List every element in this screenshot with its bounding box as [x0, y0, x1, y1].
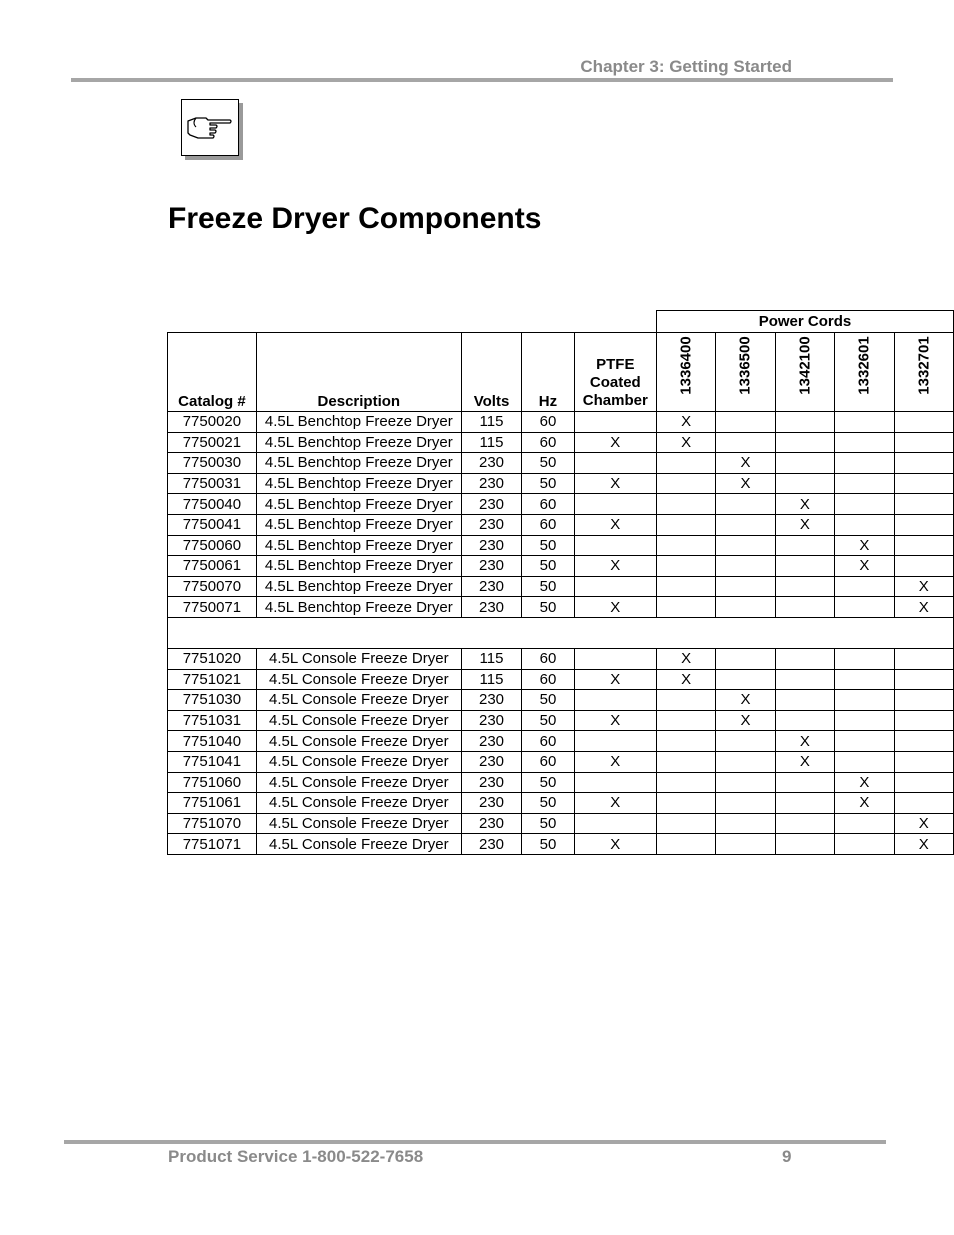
table-cell — [775, 813, 834, 834]
table-cell — [835, 834, 894, 855]
table-cell — [656, 731, 715, 752]
table-cell — [656, 751, 715, 772]
table-cell: 60 — [522, 412, 574, 433]
table-cell: 7751070 — [168, 813, 257, 834]
table-cell: 4.5L Benchtop Freeze Dryer — [256, 556, 461, 577]
table-cell — [894, 514, 953, 535]
table-cell: 4.5L Benchtop Freeze Dryer — [256, 535, 461, 556]
table-cell — [574, 648, 656, 669]
table-cell: 50 — [522, 597, 574, 618]
table-cell — [894, 710, 953, 731]
table-cell: 4.5L Benchtop Freeze Dryer — [256, 432, 461, 453]
table-cell — [894, 556, 953, 577]
table-cell — [835, 710, 894, 731]
table-cell — [656, 772, 715, 793]
table-cell — [716, 494, 775, 515]
table-cell: X — [716, 690, 775, 711]
table-cell — [656, 597, 715, 618]
table-cell — [835, 813, 894, 834]
table-cell — [894, 473, 953, 494]
table-cell: 50 — [522, 453, 574, 474]
table-cell — [775, 597, 834, 618]
table-cell: X — [716, 473, 775, 494]
table-cell: 60 — [522, 514, 574, 535]
table-cell: 4.5L Benchtop Freeze Dryer — [256, 453, 461, 474]
table-cell — [835, 576, 894, 597]
table-row — [168, 473, 954, 494]
col-description: Description — [256, 333, 461, 412]
table-cell — [775, 648, 834, 669]
table-cell — [894, 731, 953, 752]
table-cell — [716, 597, 775, 618]
table-cell: 60 — [522, 648, 574, 669]
table-cell: 4.5L Console Freeze Dryer — [256, 751, 461, 772]
table-cell — [894, 432, 953, 453]
footer-rule — [64, 1140, 886, 1144]
table-cell: X — [656, 669, 715, 690]
table-cell — [716, 731, 775, 752]
table-cell: 4.5L Console Freeze Dryer — [256, 793, 461, 814]
benchtop-rows — [168, 412, 954, 618]
table-cell: 50 — [522, 690, 574, 711]
page-title: Freeze Dryer Components — [168, 202, 542, 235]
page-number: 9 — [782, 1147, 792, 1166]
table-cell — [574, 813, 656, 834]
table-cell: 230 — [461, 813, 521, 834]
table-cell — [716, 813, 775, 834]
table-cell — [716, 514, 775, 535]
col-cord-1336500: 1336500 — [716, 333, 775, 412]
table-cell — [775, 669, 834, 690]
table-cell — [835, 494, 894, 515]
table-cell: X — [775, 514, 834, 535]
table-cell — [894, 751, 953, 772]
table-cell: 7751030 — [168, 690, 257, 711]
table-cell: 4.5L Console Freeze Dryer — [256, 710, 461, 731]
table-cell — [656, 834, 715, 855]
table-cell: X — [835, 535, 894, 556]
table-cell: 60 — [522, 494, 574, 515]
table-cell — [716, 412, 775, 433]
table-cell — [775, 772, 834, 793]
table-cell: X — [656, 412, 715, 433]
table-cell: X — [775, 494, 834, 515]
table-cell — [775, 432, 834, 453]
table-cell: 7750040 — [168, 494, 257, 515]
table-cell: 115 — [461, 412, 521, 433]
table-cell — [656, 535, 715, 556]
table-cell: 230 — [461, 597, 521, 618]
table-cell: 7751031 — [168, 710, 257, 731]
table-cell: 4.5L Console Freeze Dryer — [256, 813, 461, 834]
table-cell: X — [574, 597, 656, 618]
table-cell — [656, 556, 715, 577]
table-cell: 230 — [461, 690, 521, 711]
table-cell: 4.5L Console Freeze Dryer — [256, 834, 461, 855]
table-cell: 60 — [522, 731, 574, 752]
components-table — [167, 310, 954, 855]
power-cords-header: Power Cords — [656, 311, 953, 333]
table-cell — [775, 473, 834, 494]
table-cell: 230 — [461, 453, 521, 474]
table-row — [168, 494, 954, 515]
table-row — [168, 597, 954, 618]
table-cell — [894, 412, 953, 433]
table-cell: X — [835, 793, 894, 814]
table-cell: X — [894, 576, 953, 597]
table-row — [168, 556, 954, 577]
table-cell — [716, 535, 775, 556]
table-cell: X — [894, 813, 953, 834]
table-cell — [656, 473, 715, 494]
table-row — [168, 793, 954, 814]
table-cell: 7750031 — [168, 473, 257, 494]
table-cell — [775, 412, 834, 433]
table-cell — [775, 556, 834, 577]
table-cell: 230 — [461, 793, 521, 814]
table-cell: 7751021 — [168, 669, 257, 690]
header-rule — [71, 78, 893, 82]
table-cell: 4.5L Benchtop Freeze Dryer — [256, 514, 461, 535]
table-cell — [775, 535, 834, 556]
table-cell: 7750030 — [168, 453, 257, 474]
col-cord-1332601: 1332601 — [835, 333, 894, 412]
table-cell — [716, 432, 775, 453]
table-cell: X — [574, 710, 656, 731]
table-cell: X — [574, 669, 656, 690]
table-cell — [716, 648, 775, 669]
table-cell — [716, 834, 775, 855]
table-cell — [894, 793, 953, 814]
table-cell: X — [894, 834, 953, 855]
table-cell: 50 — [522, 813, 574, 834]
table-cell — [574, 576, 656, 597]
col-ptfe: PTFE Coated Chamber — [574, 333, 656, 412]
chapter-header: Chapter 3: Getting Started — [580, 57, 792, 76]
table-cell: 7751060 — [168, 772, 257, 793]
table-cell — [656, 793, 715, 814]
table-cell — [835, 731, 894, 752]
table-cell — [574, 412, 656, 433]
table-cell: X — [835, 772, 894, 793]
table-row — [168, 751, 954, 772]
table-row — [168, 834, 954, 855]
table-cell: 50 — [522, 772, 574, 793]
table-cell: 7750070 — [168, 576, 257, 597]
table-cell: 4.5L Benchtop Freeze Dryer — [256, 494, 461, 515]
table-cell: 230 — [461, 535, 521, 556]
table-row — [168, 648, 954, 669]
table-cell: 115 — [461, 432, 521, 453]
table-cell: X — [574, 834, 656, 855]
table-cell — [775, 690, 834, 711]
table-cell: 230 — [461, 576, 521, 597]
table-cell: 4.5L Benchtop Freeze Dryer — [256, 597, 461, 618]
col-volts: Volts — [461, 333, 521, 412]
table-cell — [775, 834, 834, 855]
table-cell — [894, 669, 953, 690]
table-cell: 7751041 — [168, 751, 257, 772]
table-cell: 60 — [522, 751, 574, 772]
table-cell: X — [574, 514, 656, 535]
table-cell — [835, 648, 894, 669]
pointing-hand-icon — [186, 115, 234, 141]
table-cell: 230 — [461, 473, 521, 494]
table-cell — [835, 473, 894, 494]
table-row — [168, 412, 954, 433]
table-cell: 4.5L Console Freeze Dryer — [256, 690, 461, 711]
table-cell — [574, 453, 656, 474]
table-cell: 230 — [461, 514, 521, 535]
table-cell — [894, 690, 953, 711]
table-cell: X — [574, 793, 656, 814]
table-cell: X — [716, 710, 775, 731]
table-cell: 50 — [522, 535, 574, 556]
table-cell: 4.5L Benchtop Freeze Dryer — [256, 576, 461, 597]
table-row — [168, 813, 954, 834]
table-cell — [894, 453, 953, 474]
table-cell — [716, 793, 775, 814]
table-cell — [656, 690, 715, 711]
table-row — [168, 772, 954, 793]
table-cell: 7750020 — [168, 412, 257, 433]
table-cell: X — [574, 556, 656, 577]
table-cell: 7750021 — [168, 432, 257, 453]
table-cell: 50 — [522, 576, 574, 597]
section-separator — [168, 617, 954, 648]
table-cell — [656, 710, 715, 731]
table-row — [168, 432, 954, 453]
table-cell: X — [574, 432, 656, 453]
table-cell — [574, 535, 656, 556]
table-cell: X — [894, 597, 953, 618]
table-cell: 7751020 — [168, 648, 257, 669]
table-row — [168, 710, 954, 731]
table-cell — [894, 772, 953, 793]
table-row — [168, 731, 954, 752]
table-cell — [835, 690, 894, 711]
table-cell — [656, 453, 715, 474]
table-cell: X — [775, 731, 834, 752]
table-cell: 60 — [522, 432, 574, 453]
table-cell — [656, 576, 715, 597]
col-catalog: Catalog # — [168, 333, 257, 412]
table-cell: 4.5L Benchtop Freeze Dryer — [256, 412, 461, 433]
col-cord-1342100: 1342100 — [775, 333, 834, 412]
table-cell — [775, 710, 834, 731]
table-cell: 7750041 — [168, 514, 257, 535]
table-row — [168, 453, 954, 474]
table-cell — [775, 453, 834, 474]
table-cell — [574, 772, 656, 793]
table-cell — [656, 494, 715, 515]
table-cell: 50 — [522, 473, 574, 494]
table-cell — [716, 751, 775, 772]
table-cell: 7750060 — [168, 535, 257, 556]
table-cell: 230 — [461, 834, 521, 855]
table-cell: 115 — [461, 648, 521, 669]
table-cell: 4.5L Console Freeze Dryer — [256, 731, 461, 752]
col-cord-1336400: 1336400 — [656, 333, 715, 412]
table-cell: 115 — [461, 669, 521, 690]
table-cell — [574, 731, 656, 752]
table-cell — [716, 556, 775, 577]
col-cord-1332701: 1332701 — [894, 333, 953, 412]
table-cell — [716, 669, 775, 690]
note-box — [181, 99, 239, 156]
table-row — [168, 535, 954, 556]
table-cell: 50 — [522, 556, 574, 577]
table-cell: 4.5L Console Freeze Dryer — [256, 648, 461, 669]
table-cell: 7751061 — [168, 793, 257, 814]
table-cell: 7750071 — [168, 597, 257, 618]
table-cell: 60 — [522, 669, 574, 690]
table-cell: X — [656, 432, 715, 453]
table-cell: X — [574, 751, 656, 772]
table-cell — [835, 412, 894, 433]
table-cell: 230 — [461, 731, 521, 752]
table-cell: X — [835, 556, 894, 577]
table-cell — [775, 576, 834, 597]
table-cell — [656, 813, 715, 834]
table-row — [168, 576, 954, 597]
table-cell — [894, 494, 953, 515]
table-cell — [775, 793, 834, 814]
table-cell: 4.5L Console Freeze Dryer — [256, 772, 461, 793]
table-cell: 7751040 — [168, 731, 257, 752]
console-rows — [168, 648, 954, 854]
table-row — [168, 514, 954, 535]
table-cell: 50 — [522, 834, 574, 855]
table-cell — [835, 432, 894, 453]
table-cell: X — [775, 751, 834, 772]
table-cell — [716, 576, 775, 597]
table-cell — [656, 514, 715, 535]
table-row — [168, 690, 954, 711]
table-cell: 7750061 — [168, 556, 257, 577]
table-cell — [835, 669, 894, 690]
table-cell — [574, 494, 656, 515]
table-cell: 230 — [461, 710, 521, 731]
table-cell — [835, 514, 894, 535]
table-cell: 4.5L Benchtop Freeze Dryer — [256, 473, 461, 494]
table-row — [168, 669, 954, 690]
table-cell — [835, 597, 894, 618]
table-cell — [835, 453, 894, 474]
table-cell: 230 — [461, 494, 521, 515]
table-cell: X — [574, 473, 656, 494]
table-cell — [894, 535, 953, 556]
table-cell: 230 — [461, 556, 521, 577]
table-cell: 230 — [461, 751, 521, 772]
col-hz: Hz — [522, 333, 574, 412]
table-cell: 230 — [461, 772, 521, 793]
table-cell: X — [716, 453, 775, 474]
table-cell: 7751071 — [168, 834, 257, 855]
table-cell — [716, 772, 775, 793]
table-cell — [835, 751, 894, 772]
table-cell — [574, 690, 656, 711]
table-cell: 50 — [522, 710, 574, 731]
table-cell — [894, 648, 953, 669]
table-cell: 50 — [522, 793, 574, 814]
product-service: Product Service 1-800-522-7658 — [168, 1147, 424, 1166]
table-cell: X — [656, 648, 715, 669]
table-cell: 4.5L Console Freeze Dryer — [256, 669, 461, 690]
